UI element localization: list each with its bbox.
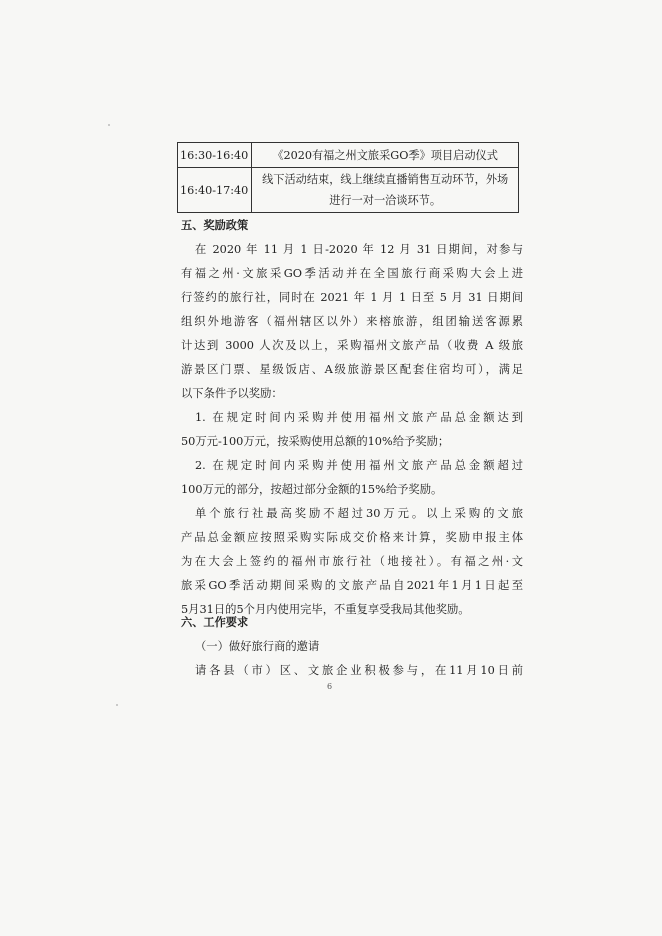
paragraph-line: 请各县（市）区、文旅企业积极参与，在11月10日前 (195, 664, 523, 677)
paragraph-line: 组织外地游客（福州辖区以外）来榕旅游，组团输送客源累 (181, 315, 523, 328)
paragraph-line: 在 2020 年 11 月 1 日-2020 年 12 月 31 日期间，对参与 (195, 243, 523, 256)
paragraph-line: 行签约的旅行社，同时在 2021 年 1 月 1 日至 5 月 31 日期间 (181, 291, 523, 304)
paragraph-line: 旅采GO季活动期间采购的文旅产品自2021年1月1日起至 (181, 579, 523, 592)
list-item-line: 2. 在规定时间内采购并使用福州文旅产品总金额超过 (195, 459, 523, 472)
paragraph-line: 以下条件予以奖励： (181, 387, 283, 400)
list-item-line: 100万元的部分，按超过部分金额的15%给予奖励。 (181, 483, 443, 496)
list-item-line: 50万元-100万元，按采购使用总额的10%给予奖励； (181, 435, 450, 448)
paragraph-line: 5月31日的5个月内使用完毕，不重复享受我局其他奖励。 (181, 603, 470, 616)
schedule-desc: 《2020有福之州文旅采GO季》项目启动仪式 (252, 143, 519, 168)
paragraph-line: 单个旅行社最高奖励不超过30万元。以上采购的文旅 (195, 507, 523, 520)
scan-speck (108, 124, 110, 126)
schedule-time: 16:30-16:40 (178, 143, 252, 168)
section-heading-5: 五、奖励政策 (181, 219, 249, 232)
paragraph-line: 为在大会上签约的福州市旅行社（地接社）。有福之州·文 (181, 555, 523, 568)
schedule-desc-line: 进行一对一洽谈环节。 (329, 194, 442, 207)
scan-speck (116, 704, 118, 706)
schedule-desc (252, 168, 519, 213)
schedule-desc-line: 线下活动结束，线上继续直播销售互动环节，外场 (262, 173, 509, 186)
paragraph-line: 产品总金额应按照采购实际成交价格来计算，奖励申报主体 (181, 531, 523, 544)
paragraph-line: 有福之州·文旅采GO季活动并在全国旅行商采购大会上进 (181, 267, 523, 280)
schedule-time: 16:40-17:40 (178, 168, 252, 213)
paragraph-line: 计达到 3000 人次及以上，采购福州文旅产品（收费 A 级旅 (181, 339, 523, 352)
page-number: 6 (327, 682, 333, 691)
table-row (178, 143, 519, 168)
list-item-line: 1. 在规定时间内采购并使用福州文旅产品总金额达到 (195, 411, 523, 424)
paragraph-line: 游景区门票、星级饭店、A级旅游景区配套住宿均可），满足 (181, 363, 523, 376)
schedule-table (177, 142, 519, 213)
table-row (178, 168, 519, 213)
subsection-heading: （一）做好旅行商的邀请 (195, 640, 320, 653)
section-heading-6: 六、工作要求 (181, 616, 249, 629)
